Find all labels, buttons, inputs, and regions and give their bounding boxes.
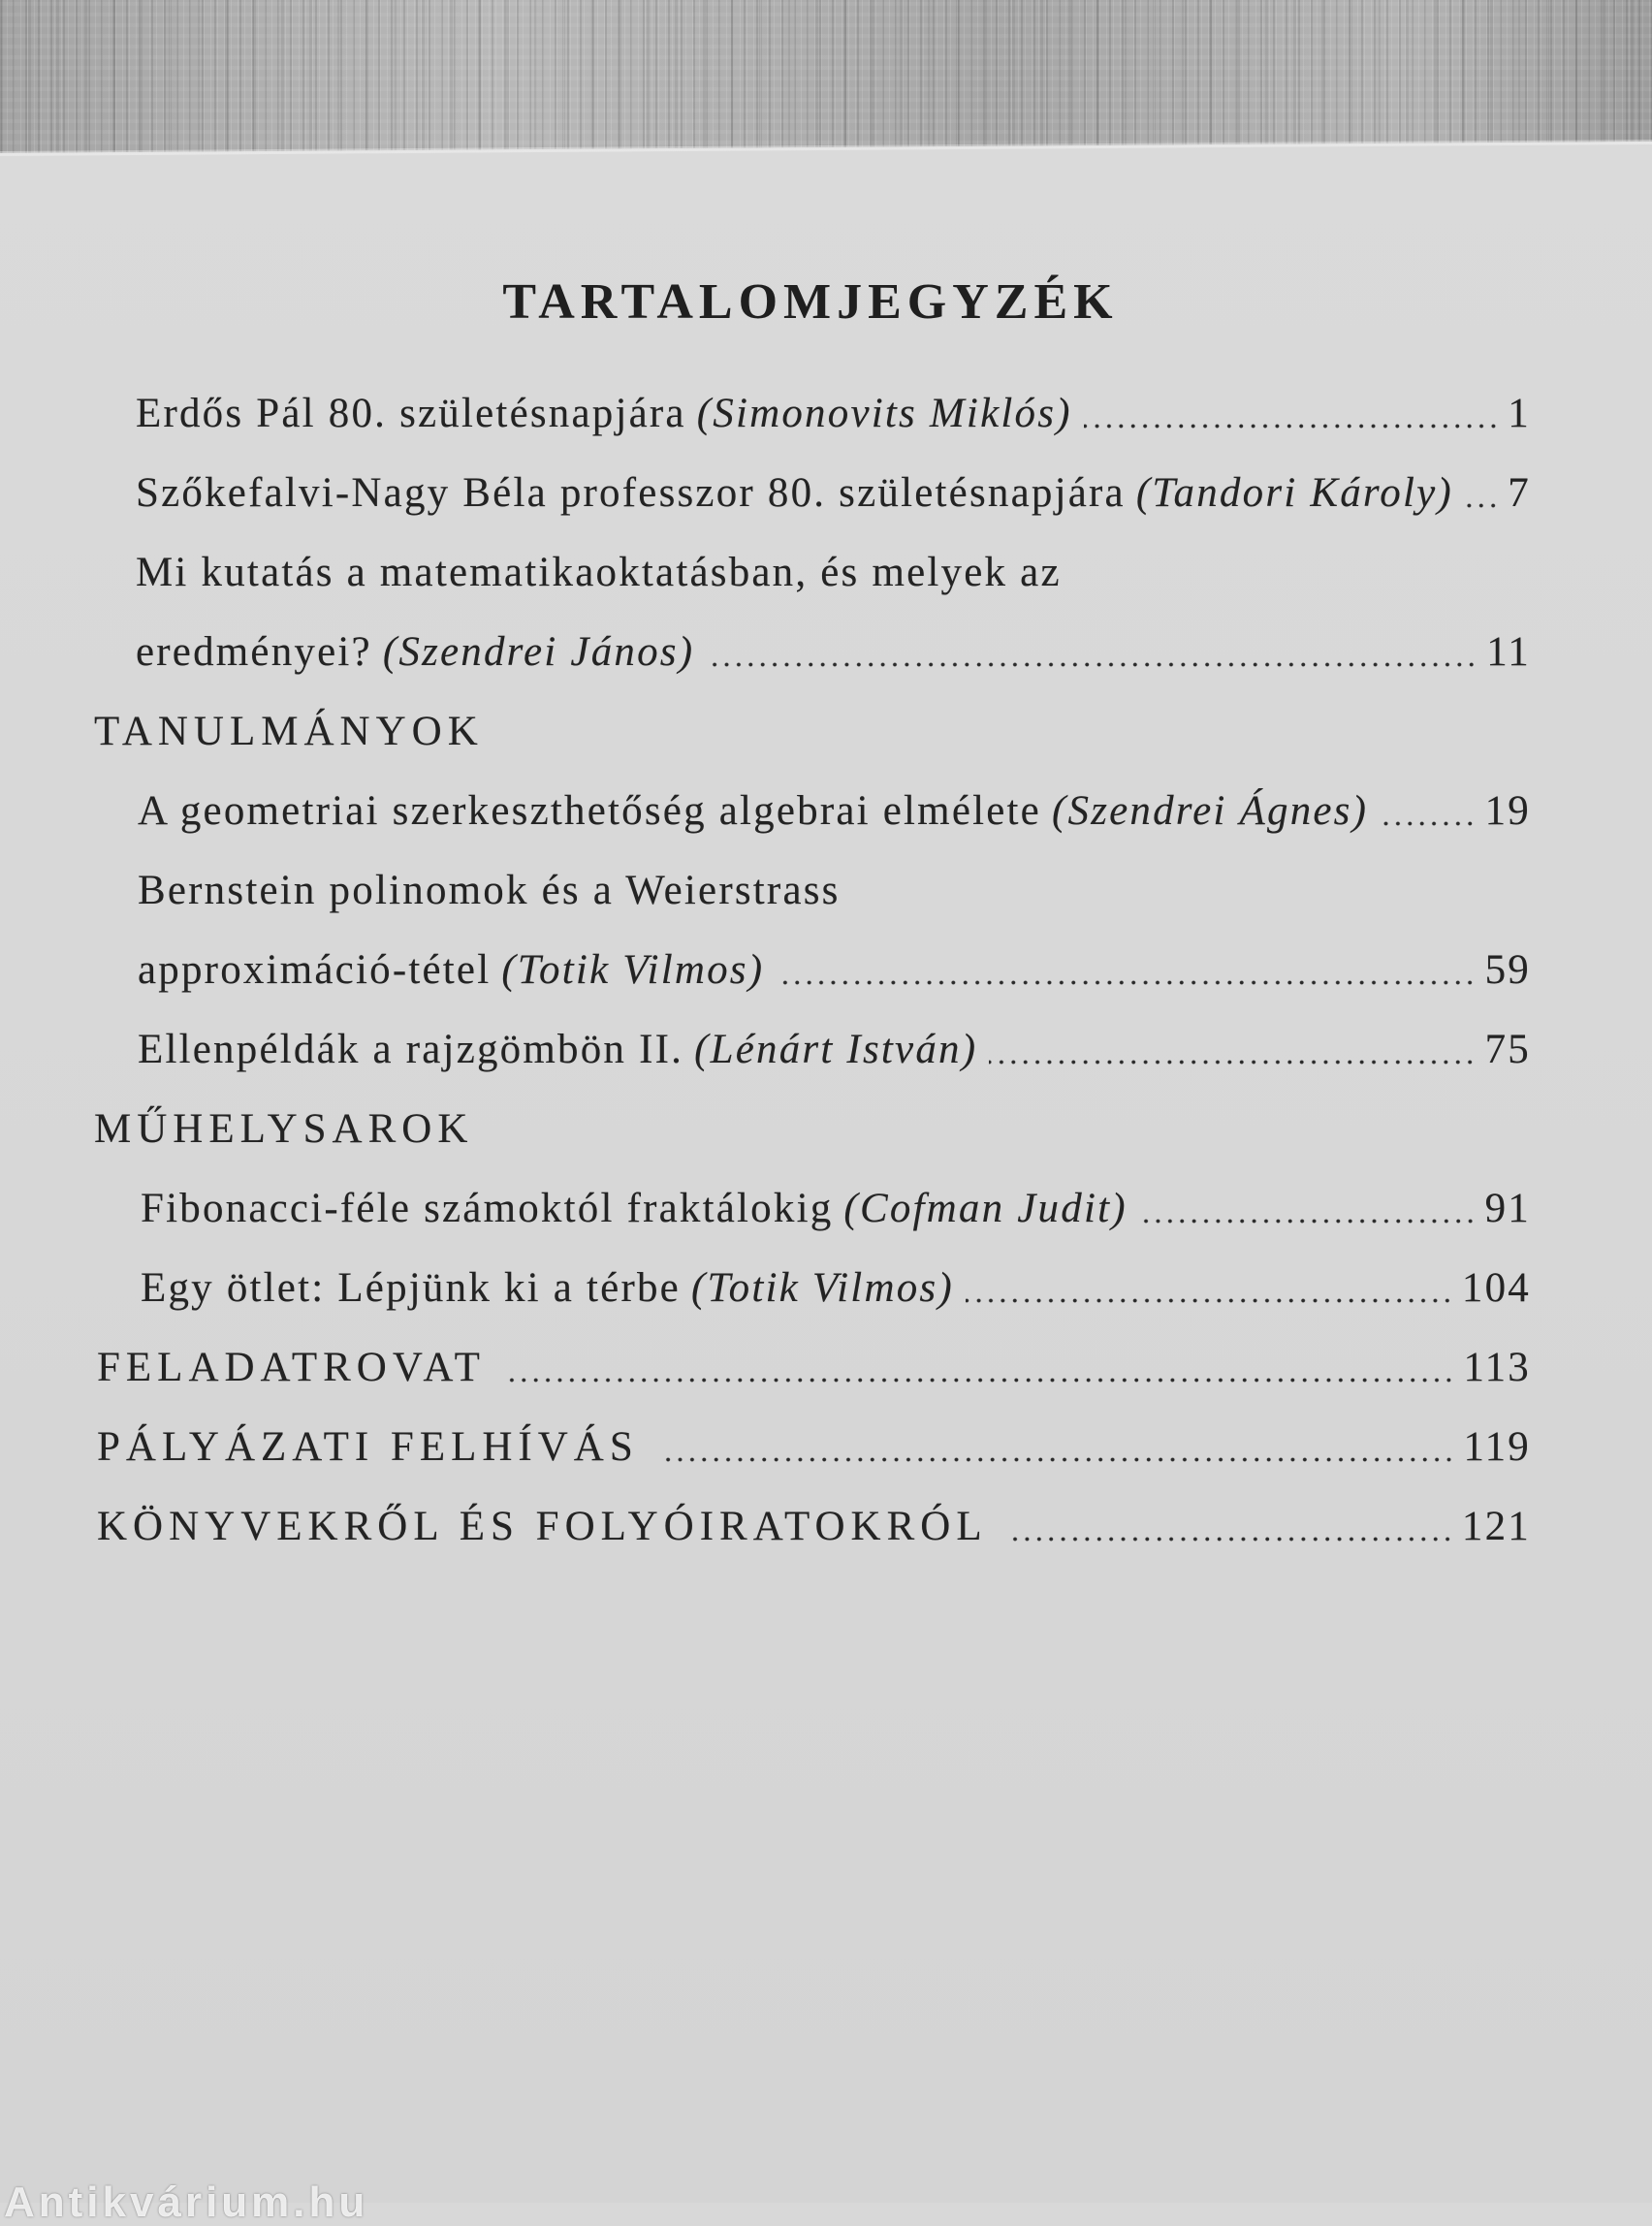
entry-title-first-line: Bernstein polinomok és a Weierstrass: [138, 868, 841, 913]
toc-entry: [138, 1010, 1529, 1090]
section-heading-muhelysarok: [94, 1090, 1529, 1169]
toc-section-entry: [97, 1328, 1529, 1408]
entry-page-number: 7: [1508, 470, 1531, 516]
entry-page-number: 119: [1463, 1424, 1531, 1470]
entry-page-number: 113: [1463, 1345, 1531, 1390]
entry-author: (Totik Vilmos): [690, 1265, 954, 1311]
entry-title-first-line: Mi kutatás a matematikaoktatásban, és melyek az: [136, 550, 1062, 595]
entry-title: Szőkefalvi-Nagy Béla professzor 80. születésnapjára: [136, 470, 1126, 516]
toc-entry: [138, 931, 1529, 1010]
toc-entry: [141, 1169, 1529, 1249]
entry-title: Ellenpéldák a rajzgömbön II.: [138, 1027, 684, 1072]
dot-leader: [1465, 454, 1499, 533]
section-heading-label: FELADATROVAT: [97, 1345, 486, 1390]
dot-leader: [1009, 1487, 1453, 1567]
section-heading-label: MŰHELYSAROK: [94, 1106, 474, 1152]
entry-page-number: 1: [1508, 391, 1531, 436]
page-title: TARTALOMJEGYZÉK: [502, 274, 1119, 330]
toc-entry-first-line: [136, 533, 1529, 613]
dot-leader: [1139, 1169, 1477, 1249]
toc-entry: [138, 772, 1529, 851]
toc-entry: [141, 1249, 1529, 1328]
entry-page-number: 11: [1486, 629, 1531, 675]
entry-author: (Cofman Judit): [843, 1186, 1128, 1231]
toc-entry: [136, 613, 1529, 692]
entry-title: eredményei?: [136, 629, 372, 675]
dot-leader: [660, 1408, 1455, 1487]
entry-title: approximáció-tétel: [138, 947, 492, 993]
dot-leader: [1380, 772, 1476, 851]
toc-entry: [136, 374, 1529, 454]
dot-leader: [966, 1249, 1453, 1328]
entry-title: Erdős Pál 80. születésnapjára: [136, 391, 686, 436]
toc-entry: [136, 454, 1529, 533]
entry-title: A geometriai szerkeszthetőség algebrai elmélete: [138, 788, 1041, 834]
section-heading-tanulmanyok: [94, 692, 1529, 772]
section-heading-label: TANULMÁNYOK: [94, 709, 484, 754]
entry-page-number: 19: [1484, 788, 1531, 834]
entry-author: (Simonovits Miklós): [696, 391, 1072, 436]
watermark: Antikvárium.hu: [4, 2178, 369, 2226]
dot-leader: [776, 931, 1476, 1010]
background-surface: [0, 0, 1652, 155]
toc-entry-first-line: [138, 851, 1529, 931]
entry-page-number: 121: [1461, 1504, 1531, 1549]
entry-page-number: 75: [1484, 1027, 1531, 1072]
entry-title: Fibonacci-féle számoktól fraktálokig: [141, 1186, 834, 1231]
entry-author: (Totik Vilmos): [501, 947, 765, 993]
dot-leader: [507, 1328, 1455, 1408]
entry-author: (Szendrei János): [382, 629, 695, 675]
dot-leader: [706, 613, 1477, 692]
section-heading-label: KÖNYVEKRŐL ÉS FOLYÓIRATOKRÓL: [97, 1504, 988, 1549]
entry-page-number: 104: [1461, 1265, 1531, 1311]
section-heading-label: PÁLYÁZATI FELHÍVÁS: [97, 1424, 639, 1470]
entry-page-number: 59: [1484, 947, 1531, 993]
dot-leader: [1084, 374, 1500, 454]
table-of-contents: [0, 374, 1652, 1567]
toc-section-entry: [97, 1408, 1529, 1487]
toc-section-entry: [97, 1487, 1529, 1567]
entry-author: (Szendrei Ágnes): [1051, 788, 1369, 834]
entry-author: (Tandori Károly): [1135, 470, 1453, 516]
entry-author: (Lénárt István): [694, 1027, 978, 1072]
dot-leader: [989, 1010, 1476, 1090]
entry-title: Egy ötlet: Lépjünk ki a térbe: [141, 1265, 681, 1311]
entry-page-number: 91: [1484, 1186, 1531, 1231]
